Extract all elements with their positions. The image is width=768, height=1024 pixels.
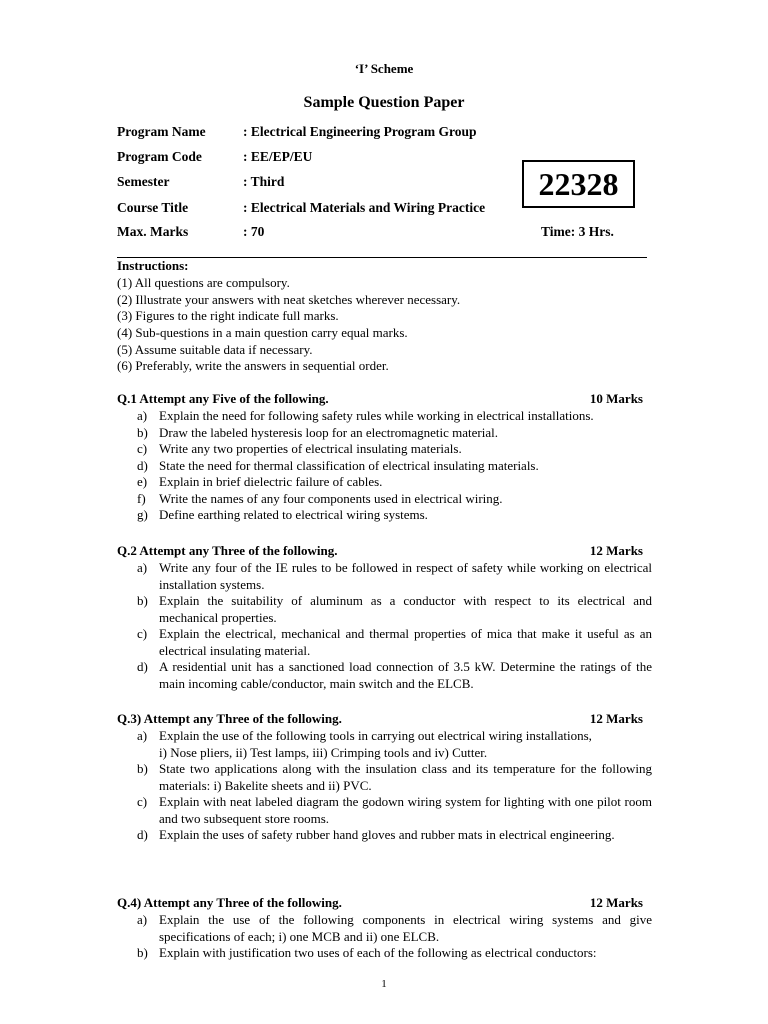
item-text: State the need for thermal classification of electrical insulating materials. [159, 457, 539, 473]
meta-label: Semester [117, 174, 170, 189]
meta-value: : Third [243, 174, 285, 189]
item-text: Explain the suitability of aluminum as a conductor with respect to its electrical and mechanical properties. [159, 593, 652, 625]
meta-label: Program Name [117, 124, 206, 139]
item-letter: d) [137, 659, 148, 674]
list-item [137, 827, 652, 844]
item-text: Explain the uses of safety rubber hand gloves and rubber mats in electrical engineering. [159, 827, 615, 842]
question-title: Q.1 Attempt any Five of the following. [117, 391, 329, 406]
item-text: Draw the labeled hysteresis loop for an electromagnetic material. [159, 424, 498, 440]
item-text: Define earthing related to electrical wiring systems. [159, 507, 428, 522]
question-marks: 12 Marks [589, 543, 643, 558]
item-subtext: i) Nose pliers, ii) Test lamps, iii) Crimping tools and iv) Cutter. [159, 744, 488, 760]
list-item [137, 441, 652, 458]
instruction-item: (4) Sub-questions in a main question carry equal marks. [117, 325, 408, 341]
meta-value: : Electrical Engineering Program Group [243, 124, 477, 139]
list-item [137, 425, 652, 442]
item-letter: d) [137, 457, 148, 473]
list-item [137, 761, 652, 794]
instruction-item: (5) Assume suitable data if necessary. [117, 341, 313, 357]
item-letter: b) [137, 945, 148, 960]
instruction-item: (3) Figures to the right indicate full marks. [117, 308, 339, 324]
item-text: State two applications along with the insulation class and its temperature for the following materials: i) Bakelite sheets and ii) PVC. [159, 761, 652, 793]
item-text: Explain the electrical, mechanical and thermal properties of mica that make it useful as an electrical insulating material. [159, 626, 652, 658]
item-letter: a) [137, 728, 148, 743]
item-letter: a) [137, 560, 148, 575]
item-letter: f) [137, 490, 146, 506]
list-item [137, 912, 652, 945]
page-number: 1 [381, 978, 387, 990]
item-text: Write any four of the IE rules to be followed in respect of safety while working on electrical installation systems. [159, 560, 652, 592]
item-text: Explain with justification two uses of each of the following as electrical conductors: [159, 945, 597, 960]
list-item [137, 659, 652, 692]
item-letter: a) [137, 408, 148, 423]
list-item [137, 458, 652, 475]
list-item [137, 945, 652, 962]
item-text: Write any two properties of electrical insulating materials. [159, 441, 462, 456]
question-title: Q.2 Attempt any Three of the following. [117, 543, 338, 558]
item-letter: a) [137, 912, 148, 927]
list-item [137, 626, 652, 659]
question-marks: 12 Marks [589, 895, 643, 910]
item-text: Explain the need for following safety rules while working in electrical installations. [159, 408, 594, 423]
item-text: Explain with neat labeled diagram the godown wiring system for lighting with one pilot room and two subsequent store rooms. [159, 794, 652, 826]
item-letter: e) [137, 474, 148, 489]
question-3-heading [117, 711, 643, 728]
question-2-heading [117, 543, 643, 560]
page-title: Sample Question Paper [303, 94, 465, 111]
list-item [137, 560, 652, 593]
item-letter: c) [137, 626, 148, 641]
question-4-items [137, 912, 652, 962]
list-item [137, 728, 652, 761]
meta-value: : EE/EP/EU [243, 149, 313, 164]
question-title: Q.3) Attempt any Three of the following. [117, 711, 342, 726]
meta-label: Course Title [117, 200, 189, 215]
instruction-item: (6) Preferably, write the answers in sequential order. [117, 358, 389, 374]
item-text: Explain the use of the following tools in carrying out electrical wiring installations, [159, 728, 592, 743]
list-item [137, 593, 652, 626]
instruction-item: (1) All questions are compulsory. [117, 275, 290, 290]
item-letter: b) [137, 593, 148, 608]
item-letter: c) [137, 794, 148, 809]
instructions-heading: Instructions: [117, 258, 189, 273]
instruction-item: (2) Illustrate your answers with neat sketches wherever necessary. [117, 291, 461, 307]
list-item [137, 474, 652, 491]
meta-label: Program Code [117, 149, 202, 164]
meta-value: : Electrical Materials and Wiring Practice [243, 200, 486, 215]
item-letter: c) [137, 441, 148, 456]
question-marks: 12 Marks [589, 711, 643, 726]
item-letter: g) [137, 507, 148, 522]
question-3-items [137, 728, 652, 844]
header-divider [117, 257, 647, 258]
item-text: A residential unit has a sanctioned load connection of 3.5 kW. Determine the ratings of the main incoming cable/conductor, main switch and the ELCB. [159, 659, 652, 691]
item-text: Explain the use of the following components in electrical wiring systems and give specifications of each; i) one MCB and ii) one ELCB. [159, 912, 652, 944]
exam-duration: Time: 3 Hrs. [541, 224, 614, 239]
list-item [137, 491, 652, 508]
question-marks: 10 Marks [589, 391, 643, 406]
item-letter: b) [137, 424, 148, 440]
item-letter: b) [137, 761, 148, 776]
list-item [137, 507, 652, 524]
item-letter: d) [137, 827, 148, 842]
question-1-heading [117, 391, 643, 408]
course-code-box: 22328 [522, 160, 635, 208]
meta-label: Max. Marks [117, 224, 189, 239]
meta-value: : 70 [243, 224, 265, 239]
list-item [137, 794, 652, 827]
question-2-items [137, 560, 652, 692]
question-1-items [137, 408, 652, 524]
list-item [137, 408, 652, 425]
scheme-label: ‘I’ Scheme [354, 61, 414, 76]
instructions-list [117, 275, 657, 375]
question-title: Q.4) Attempt any Three of the following. [117, 895, 342, 910]
item-text: Explain in brief dielectric failure of cables. [159, 474, 383, 489]
question-4-heading [117, 895, 643, 912]
item-text: Write the names of any four components used in electrical wiring. [159, 490, 503, 506]
